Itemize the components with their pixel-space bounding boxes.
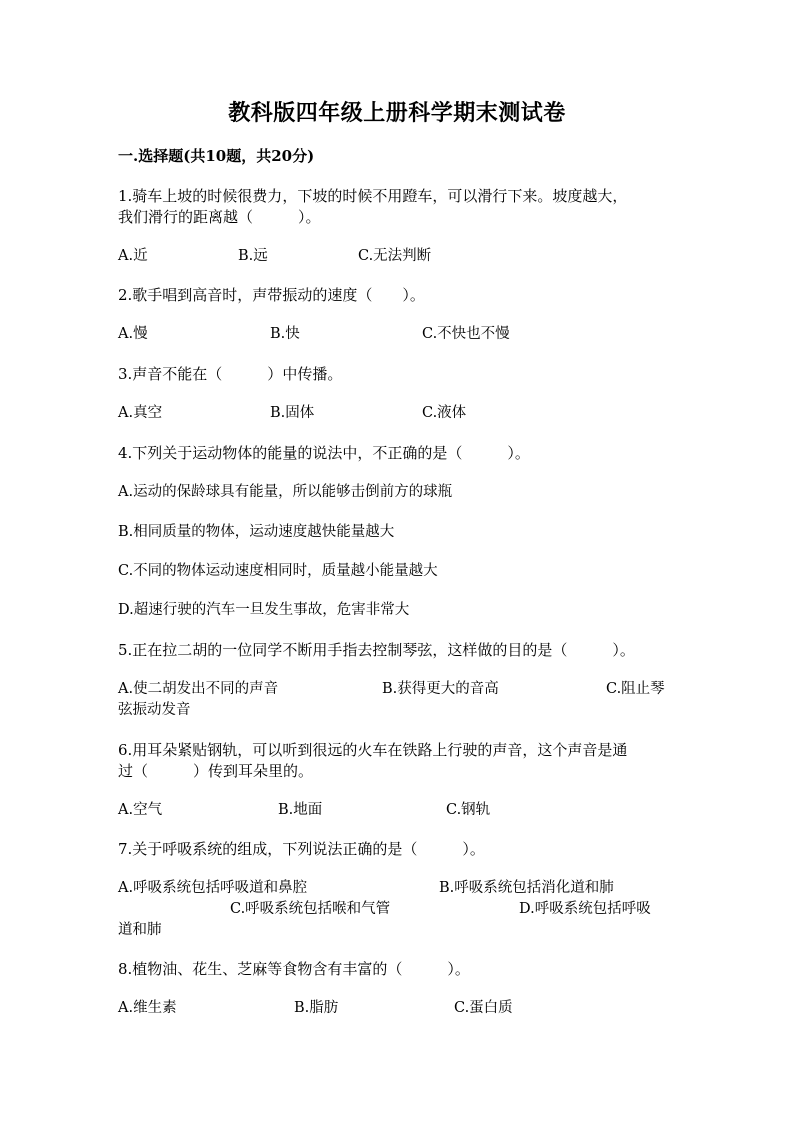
q6-text-line1: 6.用耳朵紧贴钢轨，可以听到很远的火车在铁路上行驶的声音，这个声音是通 [118, 741, 628, 759]
q1-option-a: A.近 [118, 248, 148, 264]
q3-option-a: A.真空 [118, 405, 163, 421]
q5-option-a: A.使二胡发出不同的声音 [118, 681, 279, 697]
q3-option-c: C.液体 [422, 405, 467, 421]
q7-option-b: B.呼吸系统包括消化道和肺 [439, 880, 614, 896]
q4-option-a: A.运动的保龄球具有能量，所以能够击倒前方的球瓶 [118, 484, 453, 500]
q7-option-d: D.呼吸系统包括呼吸 [519, 901, 651, 917]
q7-option-d-continued: 道和肺 [118, 922, 162, 938]
q5-text: 5.正在拉二胡的一位同学不断用手指去控制琴弦，这样做的目的是（ ）。 [118, 641, 635, 659]
q5-option-b: B.获得更大的音高 [382, 681, 499, 697]
q1-text-line2: 我们滑行的距离越（ ）。 [118, 208, 321, 226]
q1-option-c: C.无法判断 [358, 248, 432, 264]
q6-text-line2: 过（ ）传到耳朵里的。 [118, 762, 314, 780]
q2-option-b: B.快 [270, 326, 300, 342]
q7-option-a: A.呼吸系统包括呼吸道和鼻腔 [118, 880, 308, 896]
q4-option-c: C.不同的物体运动速度相同时，质量越小能量越大 [118, 563, 438, 579]
q8-option-a: A.维生素 [118, 1000, 177, 1016]
q7-text: 7.关于呼吸系统的组成，下列说法正确的是（ ）。 [118, 840, 485, 858]
q3-text: 3.声音不能在（ ）中传播。 [118, 365, 343, 383]
section-heading: 一.选择题(共10题，共20分) [118, 147, 315, 165]
q5-option-c-continued: 弦振动发音 [118, 702, 191, 718]
q1-option-b: B.远 [238, 248, 268, 264]
q6-option-b: B.地面 [278, 802, 323, 818]
q2-text: 2.歌手唱到高音时，声带振动的速度（ ）。 [118, 286, 425, 304]
q4-text: 4.下列关于运动物体的能量的说法中，不正确的是（ ）。 [118, 444, 530, 462]
q6-option-a: A.空气 [118, 802, 163, 818]
q1-text-line1: 1.骑车上坡的时候很费力，下坡的时候不用蹬车，可以滑行下来。坡度越大， [118, 187, 628, 205]
q4-option-b: B.相同质量的物体，运动速度越快能量越大 [118, 524, 395, 540]
q8-option-c: C.蛋白质 [454, 1000, 513, 1016]
q7-option-c: C.呼吸系统包括喉和气管 [230, 901, 391, 917]
q2-option-a: A.慢 [118, 326, 148, 342]
q8-option-b: B.脂肪 [294, 1000, 339, 1016]
q8-text: 8.植物油、花生、芝麻等食物含有丰富的（ ）。 [118, 960, 470, 978]
q6-option-c: C.钢轨 [446, 802, 491, 818]
q2-option-c: C.不快也不慢 [422, 326, 510, 342]
q4-option-d: D.超速行驶的汽车一旦发生事故，危害非常大 [118, 602, 410, 618]
exam-title: 教科版四年级上册科学期末测试卷 [228, 100, 566, 126]
q5-option-c: C.阻止琴 [606, 681, 665, 697]
q3-option-b: B.固体 [270, 405, 315, 421]
